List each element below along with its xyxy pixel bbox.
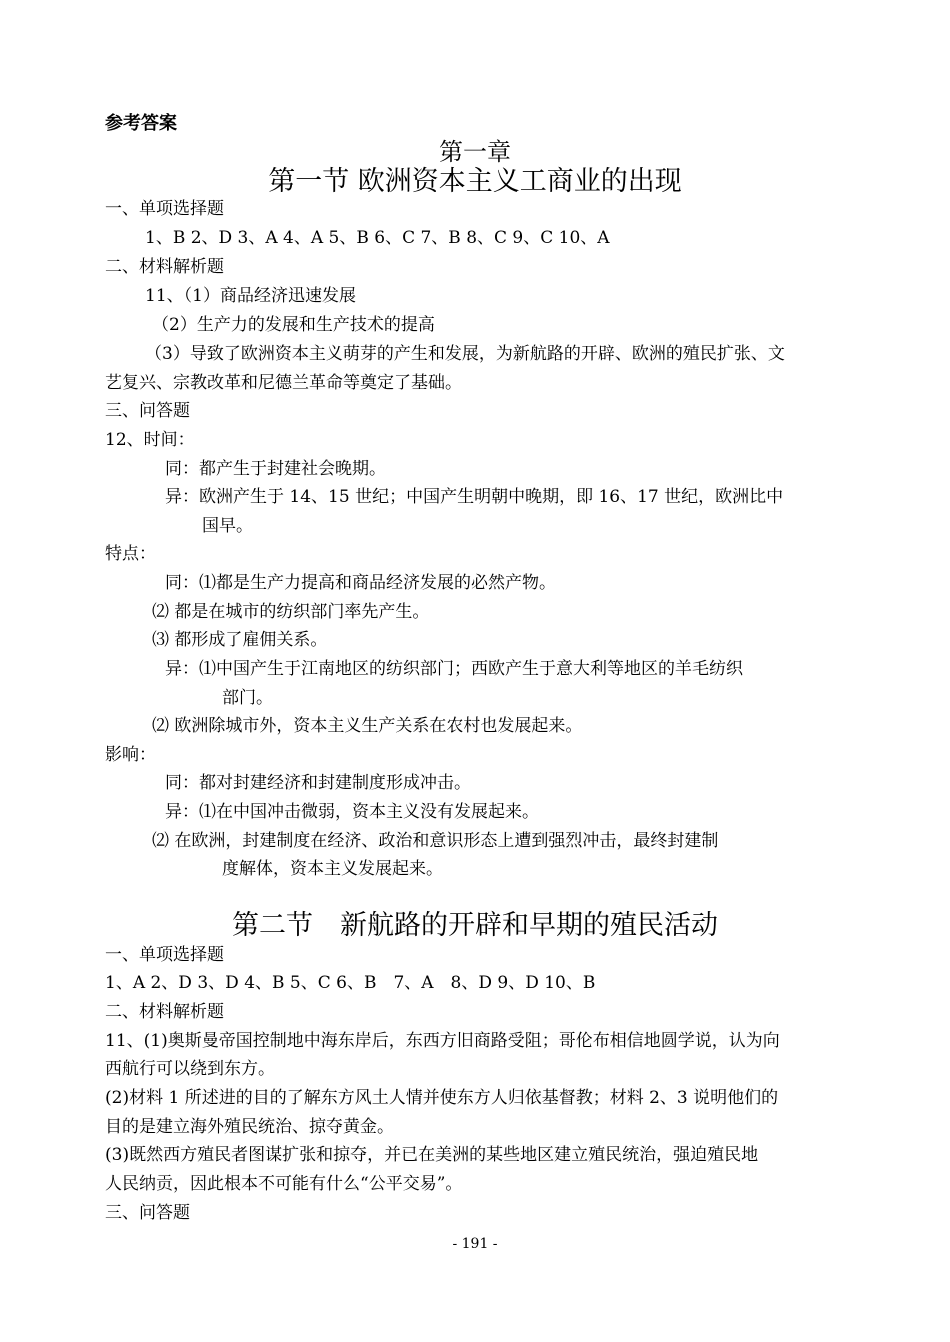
imp-diff-2: ⑵ 在欧洲，封建制度在经济、政治和意识形态上遭到强烈冲击，最终封建制 <box>152 831 719 851</box>
s1-q12-time: 12、时间： <box>105 430 195 450</box>
s1-q2-line: （2）生产力的发展和生产技术的提高 <box>152 315 435 335</box>
feat-same-3: ⑶ 都形成了雇佣关系。 <box>152 630 328 650</box>
s2-q2-line: 人民纳贡，因此根本不可能有什么“公平交易”。 <box>105 1174 463 1194</box>
time-diff: 异：欧洲产生于 14、15 世纪；中国产生明朝中晚期，即 16、17 世纪，欧洲比中 <box>165 487 784 507</box>
answer-key-title: 参考答案 <box>105 113 177 134</box>
section1-title: 第一节 欧洲资本主义工商业的出现 <box>268 166 682 197</box>
s2-q2-heading: 二、材料解析题 <box>105 1002 224 1022</box>
s1-q3-heading: 三、问答题 <box>105 401 190 421</box>
feat-diff-2: ⑵ 欧洲除城市外，资本主义生产关系在农村也发展起来。 <box>152 716 583 736</box>
features-label: 特点： <box>105 544 156 564</box>
s2-q1-heading: 一、单项选择题 <box>105 945 224 965</box>
s1-q1-heading: 一、单项选择题 <box>105 199 224 219</box>
s2-q2-line: 目的是建立海外殖民统治、掠夺黄金。 <box>105 1117 394 1137</box>
s2-q2-line: 11、(1)奥斯曼帝国控制地中海东岸后，东西方旧商路受阻；哥伦布相信地圆学说，认为向 <box>105 1031 780 1051</box>
feat-same-1: 同：⑴都是生产力提高和商品经济发展的必然产物。 <box>165 573 556 593</box>
s2-q3-heading: 三、问答题 <box>105 1203 190 1223</box>
imp-same: 同：都对封建经济和封建制度形成冲击。 <box>165 773 471 793</box>
impact-label: 影响： <box>105 745 156 765</box>
s1-q2-line: （3）导致了欧洲资本主义萌芽的产生和发展，为新航路的开辟、欧洲的殖民扩张、文 <box>145 344 785 364</box>
s2-q1-answers: 1、A 2、D 3、D 4、B 5、C 6、B 7、A 8、D 9、D 10、B <box>105 973 596 993</box>
s2-q2-line: (2)材料 1 所述进的目的了解东方风土人情并使东方人归依基督教；材料 2、3 说明他们的 <box>105 1088 779 1108</box>
s1-q2-line: 11、（1）商品经济迅速发展 <box>145 286 356 306</box>
feat-same-2: ⑵ 都是在城市的纺织部门率先产生。 <box>152 602 430 622</box>
s1-q1-answers: 1、B 2、D 3、A 4、A 5、B 6、C 7、B 8、C 9、C 10、A <box>145 228 610 248</box>
section2-title: 第二节 新航路的开辟和早期的殖民活动 <box>232 910 718 941</box>
page-number: - 191 - <box>452 1236 498 1252</box>
time-same: 同：都产生于封建社会晚期。 <box>165 459 386 479</box>
s1-q2-heading: 二、材料解析题 <box>105 257 224 277</box>
feat-diff-1: 异：⑴中国产生于江南地区的纺织部门；西欧产生于意大利等地区的羊毛纺织 <box>165 659 743 679</box>
s1-q2-line: 艺复兴、宗教改革和尼德兰革命等奠定了基础。 <box>105 373 462 393</box>
chapter-title: 第一章 <box>439 138 511 166</box>
s2-q2-line: 西航行可以绕到东方。 <box>105 1059 275 1079</box>
imp-diff-2-cont: 度解体，资本主义发展起来。 <box>222 859 443 879</box>
time-diff-cont: 国早。 <box>202 516 253 536</box>
imp-diff-1: 异：⑴在中国冲击微弱，资本主义没有发展起来。 <box>165 802 539 822</box>
feat-diff-1-cont: 部门。 <box>222 688 273 708</box>
s2-q2-line: (3)既然西方殖民者图谋扩张和掠夺，并已在美洲的某些地区建立殖民统治，强迫殖民地 <box>105 1145 759 1165</box>
